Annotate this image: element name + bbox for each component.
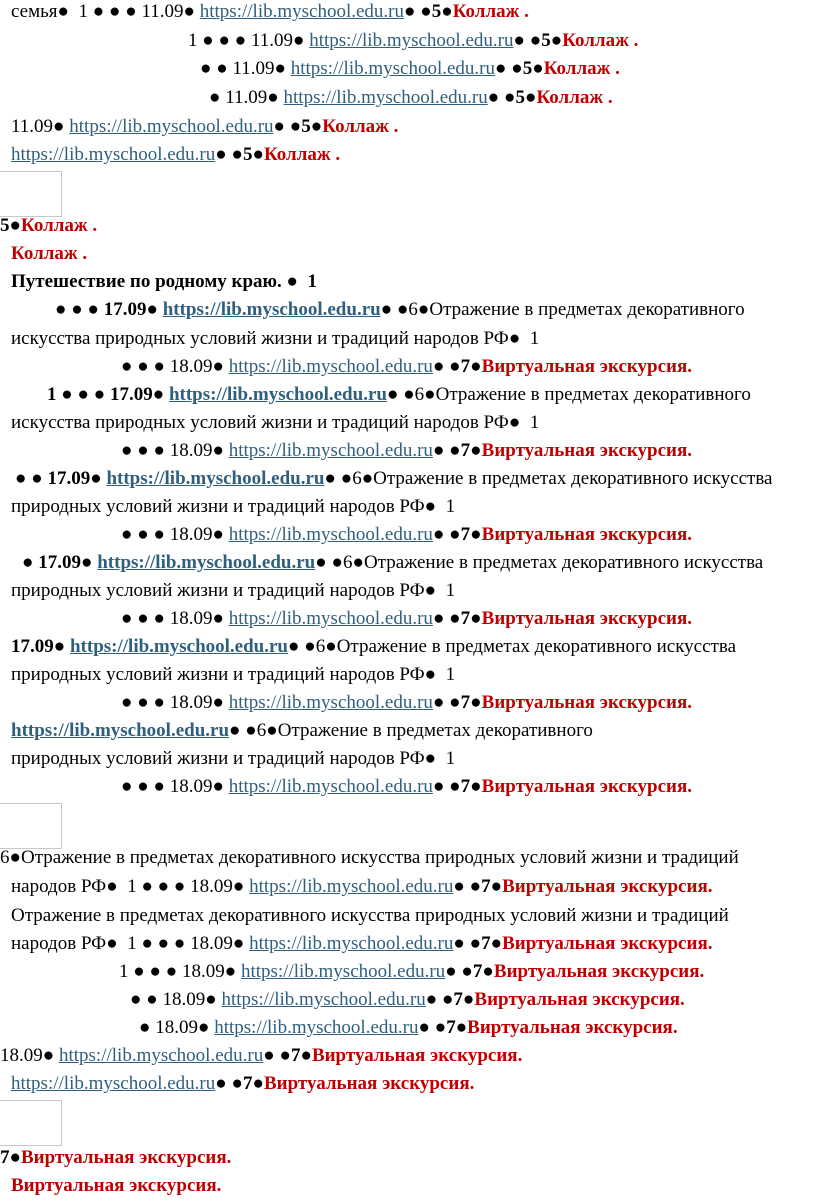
line-15: ● ● ● 18.09● https://lib.myschool.edu.ru● ●7●Виртуальная экскурсия.: [121, 440, 693, 461]
reflection-text: Отражение в предметах декоративного искусства: [373, 468, 773, 489]
library-link[interactable]: https://lib.myschool.edu.ru: [309, 30, 514, 51]
line-19: ● 17.09● https://lib.myschool.edu.ru● ●6●Отражение в предметах декоративного искусства: [22, 552, 764, 573]
line-31: народов РФ● 1 ● ● ● 18.09● https://lib.myschool.edu.ru● ●7●Виртуальная экскурсия.: [11, 933, 713, 954]
reflection-text: природных условий жизни и традиций народов РФ: [11, 664, 425, 685]
line-16: ● ● 17.09● https://lib.myschool.edu.ru● ●6●Отражение в предметах декоративного искусства: [15, 468, 773, 489]
line-36: https://lib.myschool.edu.ru● ●7●Виртуальная экскурсия.: [11, 1073, 475, 1094]
library-link[interactable]: https://lib.myschool.edu.ru: [199, 1, 404, 22]
excursion-label: Виртуальная экскурсия.: [467, 1017, 678, 1038]
line-28: 6●Отражение в предметах декоративного искусства природных условий жизни и традиций: [0, 847, 739, 868]
line-37: 7●Виртуальная экскурсия.: [0, 1147, 232, 1168]
excursion-label: Виртуальная экскурсия.: [502, 933, 713, 954]
collage-label: Коллаж .: [452, 1, 529, 22]
excursion-label: Виртуальная экскурсия.: [474, 989, 685, 1010]
excursion-label: Виртуальная экскурсия.: [311, 1045, 523, 1066]
line-29: народов РФ● 1 ● ● ● 18.09● https://lib.myschool.edu.ru● ●7●Виртуальная экскурсия.: [11, 876, 713, 897]
line-18: ● ● ● 18.09● https://lib.myschool.edu.ru● ●7●Виртуальная экскурсия.: [121, 524, 693, 545]
library-link[interactable]: https://lib.myschool.edu.ru: [249, 933, 454, 954]
line-4: ● 11.09● https://lib.myschool.edu.ru● ●5●Коллаж .: [209, 87, 613, 108]
line-14: искусства природных условий жизни и традиций народов РФ● 1: [11, 412, 540, 433]
library-link[interactable]: https://lib.myschool.edu.ru: [106, 468, 325, 489]
line-12: ● ● ● 18.09● https://lib.myschool.edu.ru● ●7●Виртуальная экскурсия.: [121, 356, 693, 377]
line-13: 1 ● ● ● 17.09● https://lib.myschool.edu.ru● ●6●Отражение в предметах декоративного: [47, 384, 751, 405]
library-link[interactable]: https://lib.myschool.edu.ru: [249, 876, 454, 897]
library-link[interactable]: https://lib.myschool.edu.ru: [228, 692, 433, 713]
section-title: Путешествие по родному краю.: [11, 271, 282, 292]
library-link[interactable]: https://lib.myschool.edu.ru: [283, 87, 488, 108]
library-link[interactable]: https://lib.myschool.edu.ru: [11, 144, 216, 165]
line-2: 1 ● ● ● 11.09● https://lib.myschool.edu.ru● ●5●Коллаж .: [188, 30, 639, 51]
excursion-label: Виртуальная экскурсия.: [481, 524, 693, 545]
excursion-label: Виртуальная экскурсия.: [263, 1073, 475, 1094]
line-6: https://lib.myschool.edu.ru● ●5●Коллаж .: [11, 144, 341, 165]
line-3: ● ● 11.09● https://lib.myschool.edu.ru● ●5●Коллаж .: [200, 58, 620, 79]
excursion-label: Виртуальная экскурсия.: [11, 1175, 222, 1196]
library-link[interactable]: https://lib.myschool.edu.ru: [228, 524, 433, 545]
library-link[interactable]: https://lib.myschool.edu.ru: [228, 356, 433, 377]
reflection-text: природных условий жизни и традиций народов РФ: [11, 580, 425, 601]
line-30: [11, 904, 729, 928]
library-link[interactable]: https://lib.myschool.edu.ru: [69, 636, 288, 657]
excursion-label: Виртуальная экскурсия.: [481, 440, 693, 461]
library-link[interactable]: https://lib.myschool.edu.ru: [69, 116, 274, 137]
library-link[interactable]: https://lib.myschool.edu.ru: [58, 1045, 264, 1066]
reflection-text: Отражение в предметах декоративного искусства: [336, 636, 737, 657]
line-23: природных условий жизни и традиций народов РФ● 1: [11, 664, 456, 685]
reflection-text: народов РФ: [11, 933, 107, 954]
library-link[interactable]: https://lib.myschool.edu.ru: [290, 58, 495, 79]
page-break-box: [0, 803, 62, 849]
line-17: природных условий жизни и традиций народов РФ● 1: [11, 496, 456, 517]
excursion-label: Виртуальная экскурсия.: [481, 692, 693, 713]
excursion-label: Виртуальная экскурсия.: [481, 776, 693, 797]
library-link[interactable]: https://lib.myschool.edu.ru: [240, 961, 446, 982]
line-33: ● ● 18.09● https://lib.myschool.edu.ru● ●7●Виртуальная экскурсия.: [130, 989, 685, 1010]
reflection-text: Отражение в предметах декоративного: [429, 299, 745, 320]
reflection-text: Отражение в предметах декоративного искусства: [363, 552, 764, 573]
reflection-text: Отражение в предметах декоративного искусства природных условий жизни и традиций: [20, 847, 739, 868]
line-20: природных условий жизни и традиций народов РФ● 1: [11, 580, 456, 601]
library-link[interactable]: https://lib.myschool.edu.ru: [97, 552, 316, 573]
reflection-text: искусства природных условий жизни и традиций народов РФ: [11, 412, 509, 433]
line-24: ● ● ● 18.09● https://lib.myschool.edu.ru● ●7●Виртуальная экскурсия.: [121, 692, 693, 713]
excursion-label: Виртуальная экскурсия.: [493, 961, 705, 982]
library-link[interactable]: https://lib.myschool.edu.ru: [11, 720, 230, 741]
library-link[interactable]: https://lib.myschool.edu.ru: [162, 299, 381, 320]
reflection-text: Отражение в предметах декоративного: [435, 384, 751, 405]
library-link[interactable]: https://lib.myschool.edu.ru: [11, 1073, 216, 1094]
line-21: ● ● ● 18.09● https://lib.myschool.edu.ru● ●7●Виртуальная экскурсия.: [121, 608, 693, 629]
family-word: семья: [11, 1, 58, 22]
line-27: ● ● ● 18.09● https://lib.myschool.edu.ru● ●7●Виртуальная экскурсия.: [121, 776, 693, 797]
line-11: искусства природных условий жизни и традиций народов РФ● 1: [11, 328, 540, 349]
collage-label: Коллаж .: [562, 30, 639, 51]
line-9: Путешествие по родному краю. ● 1: [11, 271, 318, 292]
excursion-label: Виртуальная экскурсия.: [481, 608, 693, 629]
line-5: 11.09● https://lib.myschool.edu.ru● ●5●Коллаж .: [11, 116, 399, 137]
line-32: 1 ● ● ● 18.09● https://lib.myschool.edu.ru● ●7●Виртуальная экскурсия.: [119, 961, 705, 982]
excursion-label: Виртуальная экскурсия.: [481, 356, 693, 377]
reflection-text: Отражение в предметах декоративного: [277, 720, 593, 741]
collage-label: Коллаж .: [536, 87, 613, 108]
page-break-box: [0, 1100, 62, 1146]
line-8: [11, 242, 87, 266]
library-link[interactable]: https://lib.myschool.edu.ru: [168, 384, 387, 405]
collage-label: Коллаж .: [543, 58, 620, 79]
line-38: [11, 1174, 221, 1198]
collage-label: Коллаж .: [20, 215, 98, 236]
collage-label: Коллаж .: [322, 116, 399, 137]
line-25: https://lib.myschool.edu.ru● ●6●Отражение в предметах декоративного: [11, 720, 593, 741]
line-7: 5●Коллаж .: [0, 215, 98, 236]
line-22: 17.09● https://lib.myschool.edu.ru● ●6●Отражение в предметах декоративного искусства: [11, 636, 737, 657]
line-35: 18.09● https://lib.myschool.edu.ru● ●7●Виртуальная экскурсия.: [0, 1045, 523, 1066]
line-1: семья● 1 ● ● ● 11.09● https://lib.myschool.edu.ru● ●5●Коллаж .: [11, 1, 529, 22]
excursion-label: Виртуальная экскурсия.: [20, 1147, 232, 1168]
reflection-text: природных условий жизни и традиций народов РФ: [11, 496, 425, 517]
library-link[interactable]: https://lib.myschool.edu.ru: [228, 776, 433, 797]
line-26: природных условий жизни и традиций народов РФ● 1: [11, 748, 456, 769]
reflection-text: природных условий жизни и традиций народов РФ: [11, 748, 425, 769]
reflection-text: искусства природных условий жизни и традиций народов РФ: [11, 328, 509, 349]
page-break-box: [0, 171, 62, 217]
excursion-label: Виртуальная экскурсия.: [502, 876, 713, 897]
line-10: ● ● ● 17.09● https://lib.myschool.edu.ru● ●6●Отражение в предметах декоративного: [55, 299, 745, 320]
reflection-text: Отражение в предметах декоративного искусства природных условий жизни и традиций: [11, 905, 729, 926]
line-34: ● 18.09● https://lib.myschool.edu.ru● ●7●Виртуальная экскурсия.: [139, 1017, 678, 1038]
library-link[interactable]: https://lib.myschool.edu.ru: [214, 1017, 419, 1038]
collage-label: Коллаж .: [11, 243, 88, 264]
library-link[interactable]: https://lib.myschool.edu.ru: [228, 608, 433, 629]
library-link[interactable]: https://lib.myschool.edu.ru: [221, 989, 426, 1010]
library-link[interactable]: https://lib.myschool.edu.ru: [228, 440, 433, 461]
reflection-text: народов РФ: [11, 876, 107, 897]
collage-label: Коллаж .: [263, 144, 341, 165]
